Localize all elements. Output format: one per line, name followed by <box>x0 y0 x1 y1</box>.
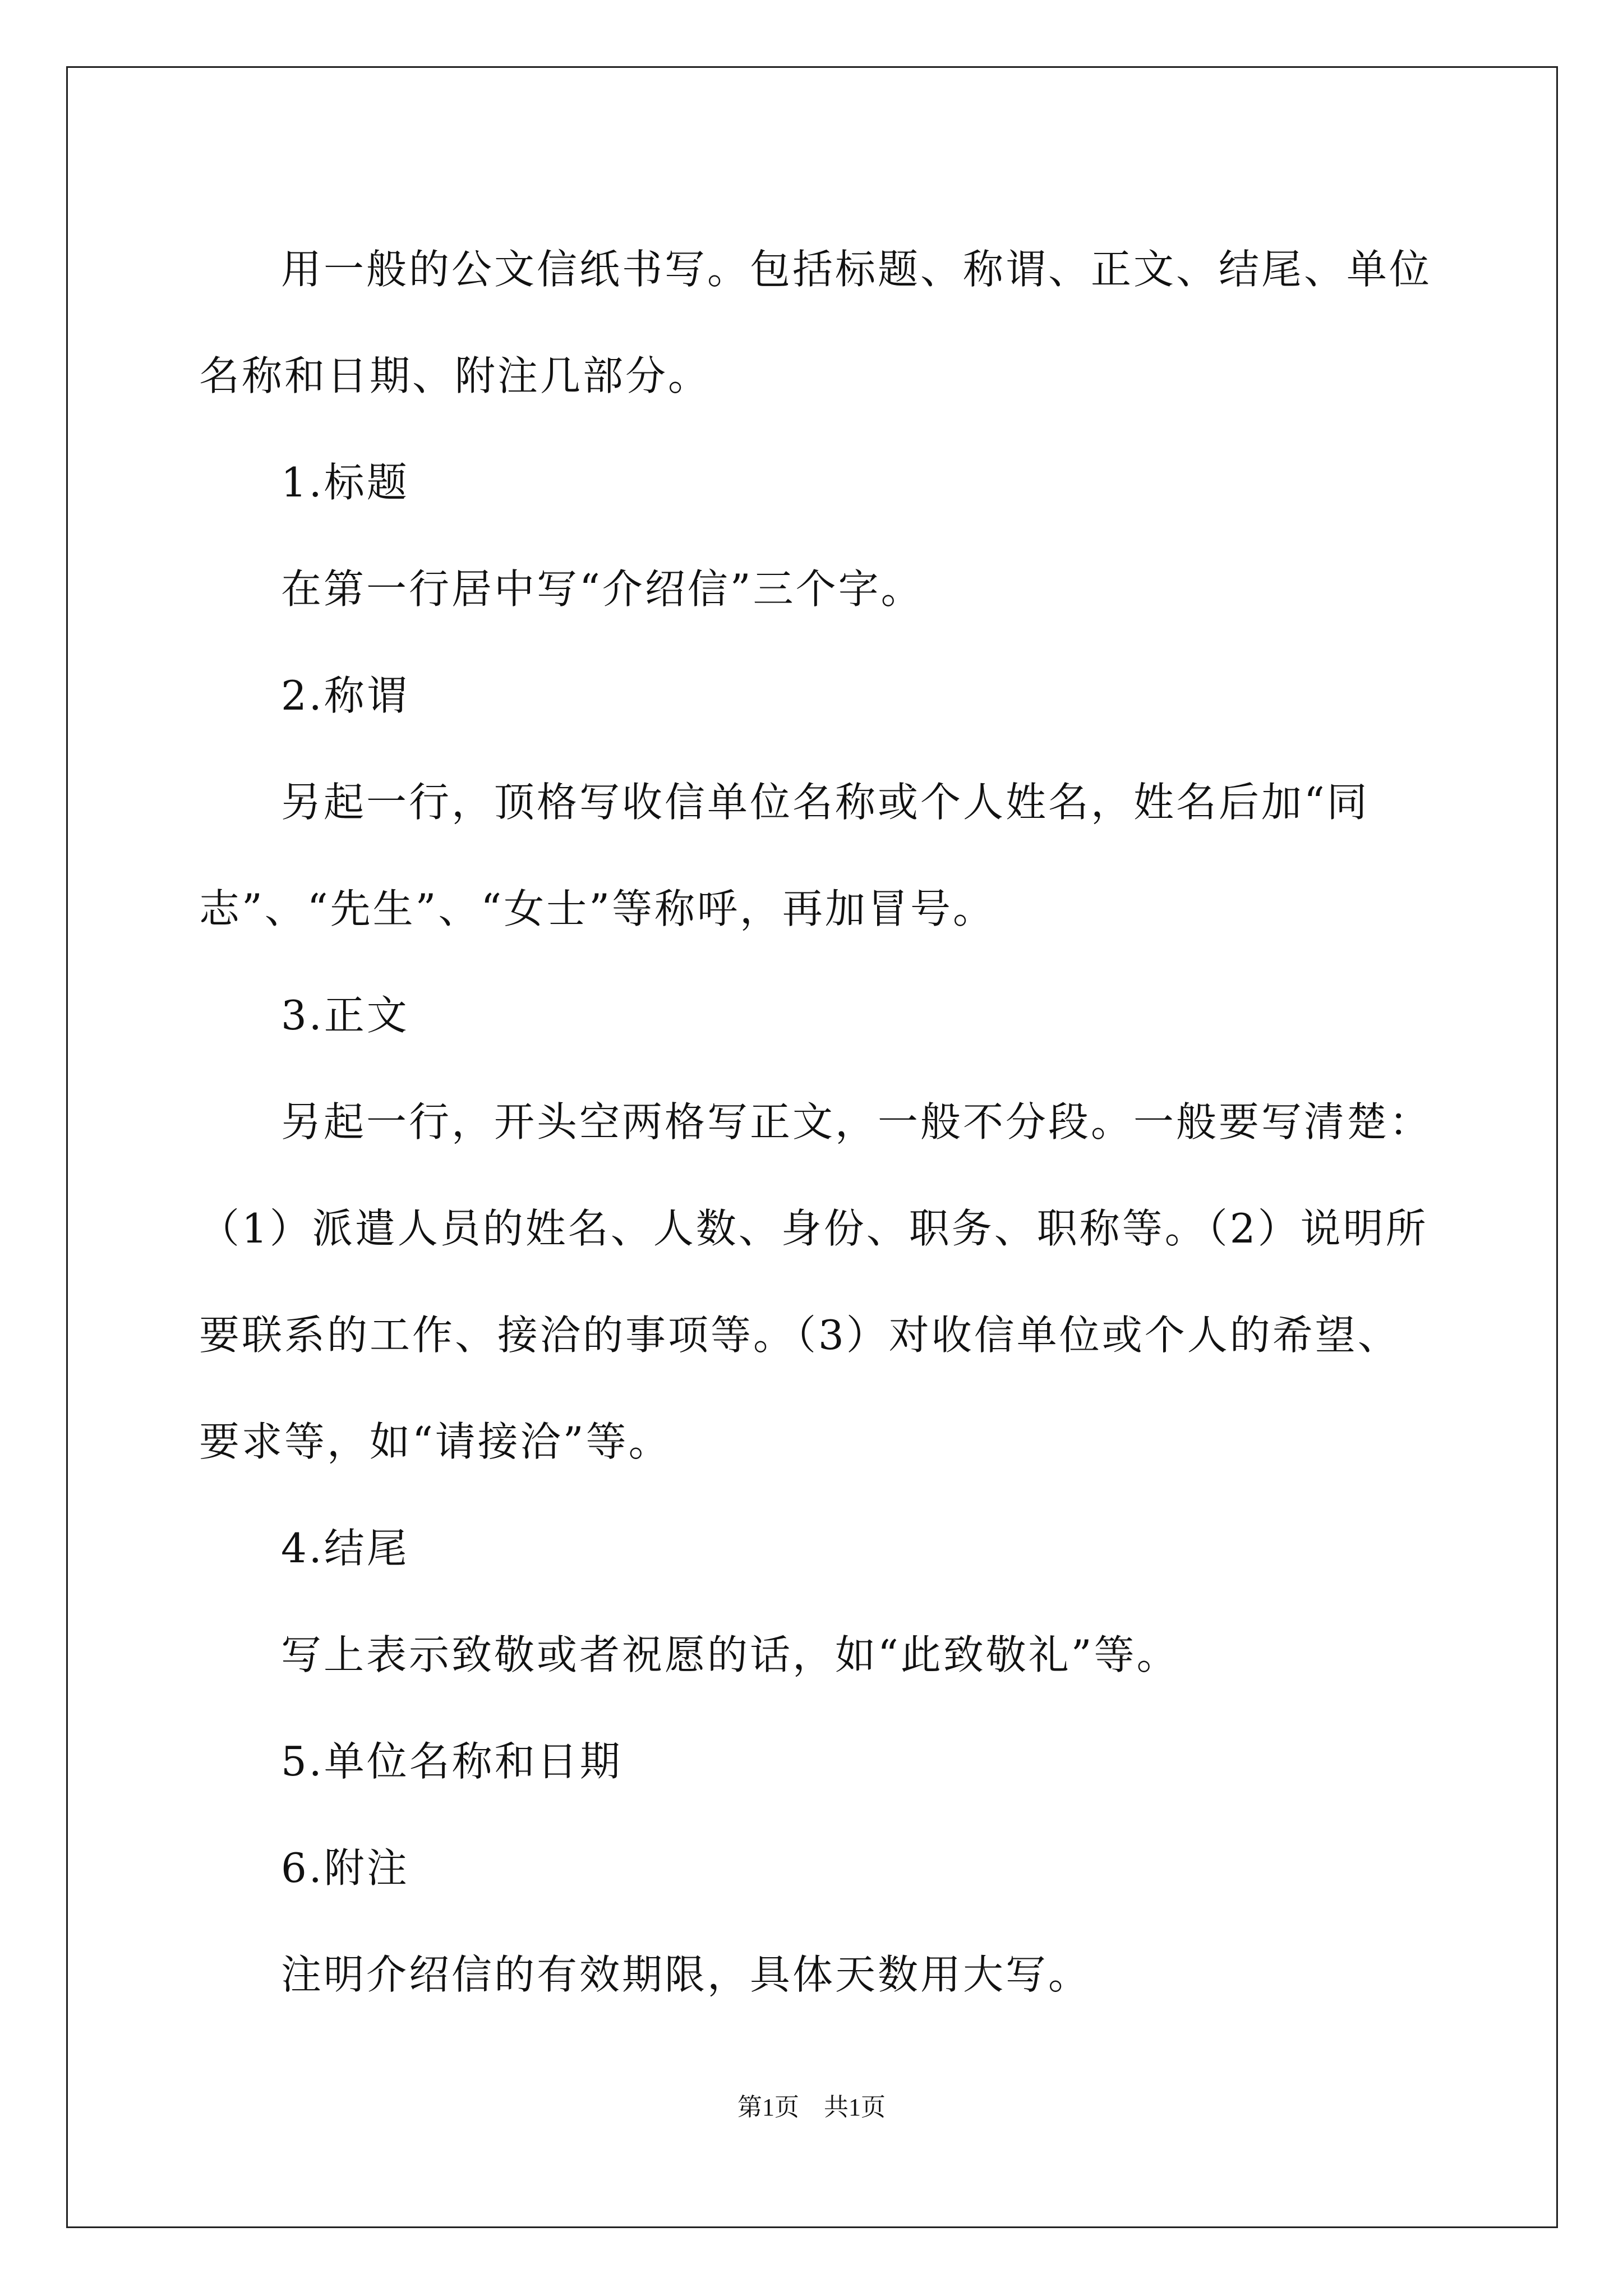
paragraph-closing-desc: 写上表示致敬或者祝愿的话，如“此致敬礼”等。 <box>281 1631 1179 1678</box>
intro-paragraph: 用一般的公文信纸书写。包括标题、称谓、正文、结尾、单位名称和日期、附注几部分。 <box>199 246 1432 399</box>
heading-unit-date: 5.单位名称和日期 <box>281 1738 623 1785</box>
heading-closing: 4.结尾 <box>281 1525 409 1572</box>
heading-note: 6.附注 <box>281 1844 409 1892</box>
paragraph-note-desc: 注明介绍信的有效期限，具体天数用大写。 <box>281 1951 1091 1998</box>
document-body <box>199 216 1438 2028</box>
page-number-footer: 第1页 共1页 <box>737 2093 886 2121</box>
paragraph-title-desc: 在第一行居中写“介绍信”三个字。 <box>281 565 924 613</box>
heading-body: 3.正文 <box>281 992 409 1039</box>
paragraph-body-desc: 另起一行，开头空两格写正文，一般不分段。一般要写清楚：（1）派遣人员的姓名、人数、身份、职务、职称等。（2）说明所要联系的工作、接洽的事项等。（3）对收信单位或个人的希望、要求等，如“请接洽”等。 <box>199 1098 1432 1465</box>
heading-title: 1.标题 <box>281 459 409 506</box>
paragraph-salutation-desc: 另起一行，顶格写收信单位名称或个人姓名，姓名后加“同志”、“先生”、“女士”等称呼，再加冒号。 <box>199 779 1370 932</box>
heading-salutation: 2.称谓 <box>281 672 409 719</box>
